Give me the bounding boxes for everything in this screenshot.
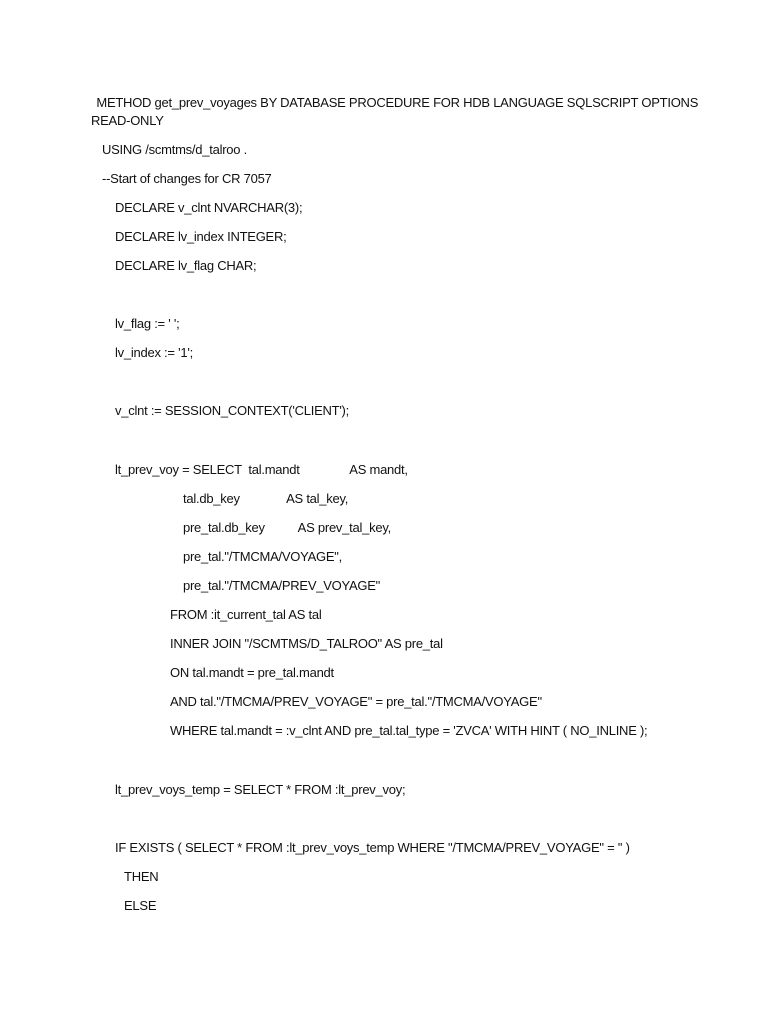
code-line: METHOD get_prev_voyages BY DATABASE PROCEDURE FOR HDB LANGUAGE SQLSCRIPT OPTIONS xyxy=(93,95,699,110)
code-line: THEN xyxy=(124,869,159,884)
code-line: WHERE tal.mandt = :v_clnt AND pre_tal.tal_type = 'ZVCA' WITH HINT ( NO_INLINE ); xyxy=(170,723,648,738)
code-line: AND tal."/TMCMA/PREV_VOYAGE" = pre_tal."/TMCMA/VOYAGE" xyxy=(170,694,542,709)
code-line: INNER JOIN "/SCMTMS/D_TALROO" AS pre_tal xyxy=(170,636,443,651)
code-line: lt_prev_voy = SELECT tal.mandt AS mandt, xyxy=(115,462,408,477)
code-line: pre_tal."/TMCMA/PREV_VOYAGE" xyxy=(183,578,381,593)
code-line: tal.db_key AS tal_key, xyxy=(183,491,349,506)
code-line: ON tal.mandt = pre_tal.mandt xyxy=(170,665,334,680)
code-line: pre_tal.db_key AS prev_tal_key, xyxy=(183,520,391,535)
code-line: IF EXISTS ( SELECT * FROM :lt_prev_voys_temp WHERE "/TMCMA/PREV_VOYAGE" = '' ) xyxy=(115,840,630,855)
code-line: lt_prev_voys_temp = SELECT * FROM :lt_prev_voy; xyxy=(115,782,406,797)
code-line: ELSE xyxy=(124,898,157,913)
code-line: FROM :it_current_tal AS tal xyxy=(170,607,322,622)
code-line: READ-ONLY xyxy=(91,113,164,128)
code-line: DECLARE lv_index INTEGER; xyxy=(115,229,287,244)
code-line: --Start of changes for CR 7057 xyxy=(102,171,272,186)
code-line: DECLARE v_clnt NVARCHAR(3); xyxy=(115,200,303,215)
code-line: lv_flag := ' '; xyxy=(115,316,180,331)
code-line: pre_tal."/TMCMA/VOYAGE", xyxy=(183,549,343,564)
code-line: v_clnt := SESSION_CONTEXT('CLIENT'); xyxy=(115,403,349,418)
code-line: DECLARE lv_flag CHAR; xyxy=(115,258,257,273)
code-line: lv_index := '1'; xyxy=(115,345,193,360)
code-line: USING /scmtms/d_talroo . xyxy=(102,142,247,157)
